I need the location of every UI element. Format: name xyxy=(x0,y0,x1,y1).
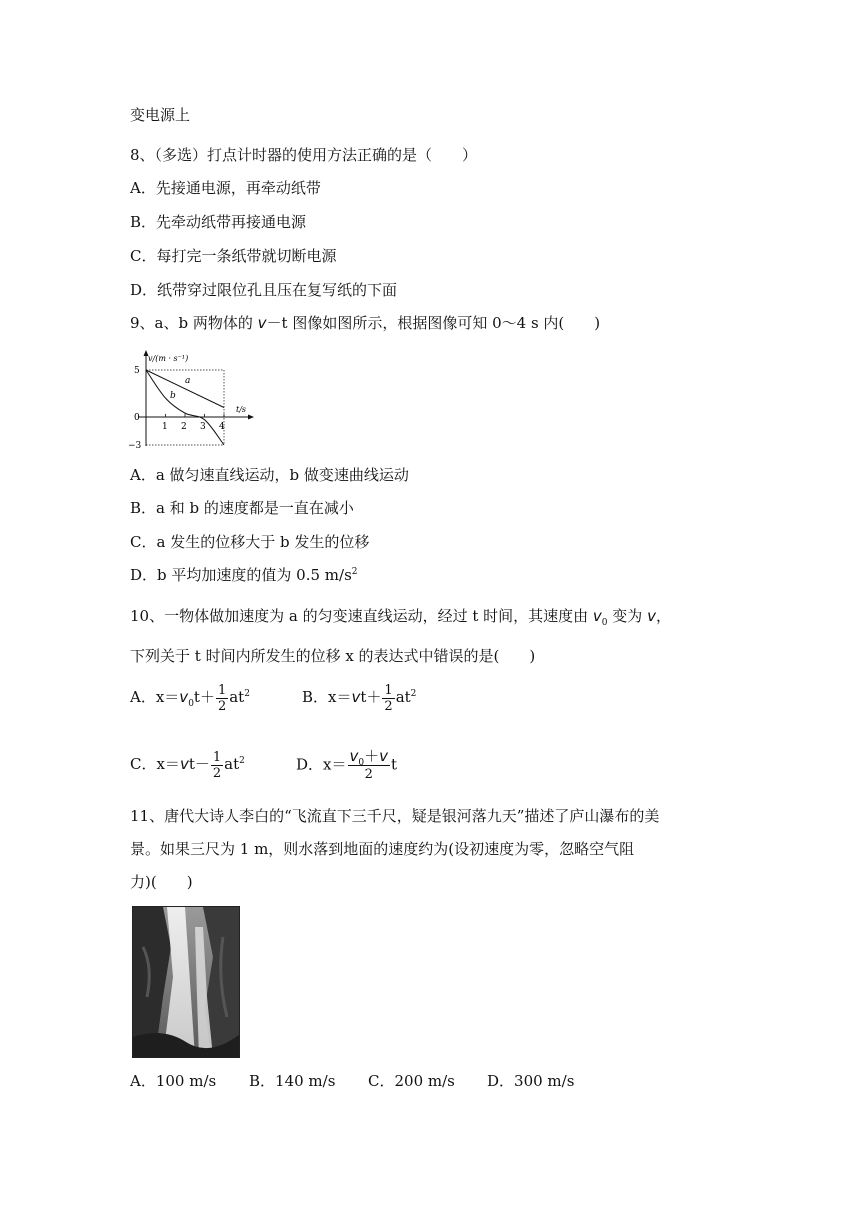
q10-b-v: v xyxy=(351,688,361,706)
vt-graph xyxy=(128,350,258,450)
x-tick-4: 4 xyxy=(219,422,225,432)
y-tick-0: 0 xyxy=(134,413,140,423)
q11-option-a: A．100 m/s xyxy=(130,1072,217,1090)
q10-b-sq: 2 xyxy=(410,689,417,699)
q10-option-b xyxy=(302,680,416,714)
continuation-text: 变电源上 xyxy=(130,106,191,124)
q8-stem: 8、（多选）打点计时器的使用方法正确的是（ ） xyxy=(130,146,478,164)
q9-option-a: A．a 做匀速直线运动，b 做变速曲线运动 xyxy=(130,466,409,484)
q10-stem-pre: 10、一物体做加速度为 a 的匀变速直线运动，经过 t 时间，其速度由 xyxy=(130,607,593,625)
q10-c-num: 1 xyxy=(212,749,222,765)
q11-stem-line1: 11、唐代大诗人李白的“飞流直下三千尺，疑是银河落九天”描述了庐山瀑布的美 xyxy=(130,807,660,825)
q11-stem-line3: 力)( ) xyxy=(130,873,193,891)
q10-option-a xyxy=(130,680,250,714)
q10-b-den: 2 xyxy=(384,698,393,714)
q10-option-d xyxy=(296,747,397,784)
q10-d-t: t xyxy=(391,755,398,774)
q10-stem-mid: 变为 xyxy=(607,607,648,625)
q9-stem xyxy=(130,313,600,333)
q10-b-fraction xyxy=(382,683,394,714)
q10-a-t: t＋ xyxy=(193,688,215,706)
q8-option-a: A．先接通电源，再牵动纸带 xyxy=(130,179,321,197)
q10-stem-line1 xyxy=(130,606,671,626)
y-axis-label: v/(m · s⁻¹) xyxy=(148,354,189,363)
q10-a-den: 2 xyxy=(217,698,227,714)
q10-a-v-sub: 0 xyxy=(188,699,194,709)
q10-c-at: at xyxy=(224,755,240,773)
q10-a-at: at xyxy=(229,688,245,706)
q10-d-v0-sub: 0 xyxy=(358,758,365,768)
q10-d-v: v xyxy=(379,747,389,765)
q9-option-b: B．a 和 b 的速度都是一直在减小 xyxy=(130,499,354,517)
q10-c-v: v xyxy=(179,755,189,773)
q10-d-num xyxy=(348,747,391,766)
q11-option-d: D．300 m/s xyxy=(487,1072,575,1090)
q10-d-den: 2 xyxy=(364,767,373,782)
q10-v0: v xyxy=(592,607,602,625)
q9-option-d xyxy=(130,565,358,585)
q10-a-label: A．x＝ xyxy=(130,688,180,706)
q8-option-d: D．纸带穿过限位孔且压在复写纸的下面 xyxy=(130,281,398,299)
q10-c-fraction xyxy=(211,750,223,781)
q9-option-c: C．a 发生的位移大于 b 发生的位移 xyxy=(130,533,370,551)
q10-b-at: at xyxy=(395,688,411,706)
x-tick-2: 2 xyxy=(181,422,187,432)
q9-stem-pre: 9、a、b 两物体的 xyxy=(130,314,258,332)
q10-option-c xyxy=(130,747,245,781)
q10-d-v0: v xyxy=(349,747,359,765)
q10-b-num: 1 xyxy=(384,682,393,698)
q10-a-sq: 2 xyxy=(244,689,250,699)
q10-v: v xyxy=(647,607,656,625)
q11-option-c: C．200 m/s xyxy=(368,1072,455,1090)
q10-d-label: D．x＝ xyxy=(296,755,347,774)
q10-d-fraction xyxy=(348,747,391,784)
series-a-label: a xyxy=(185,376,191,386)
x-tick-1: 1 xyxy=(162,422,168,432)
y-tick-5: 5 xyxy=(134,366,140,376)
q10-a-fraction xyxy=(216,683,228,714)
q8-option-c: C．每打完一条纸带就切断电源 xyxy=(130,247,337,265)
series-b-label: b xyxy=(170,391,176,401)
q9-option-d-exp: 2 xyxy=(351,567,358,577)
q9-stem-post: －t 图像如图所示，根据图像可知 0～4 s 内( ) xyxy=(266,314,601,332)
q10-a-v: v xyxy=(179,688,189,706)
q9-v-symbol: v xyxy=(257,314,267,332)
q10-stem-end: ， xyxy=(655,607,671,625)
q10-v0-sub: 0 xyxy=(601,618,608,628)
q10-b-t: t＋ xyxy=(360,688,382,706)
q10-c-den: 2 xyxy=(212,765,222,781)
waterfall-photo xyxy=(132,906,240,1058)
q9-option-d-text: D．b 平均加速度的值为 0.5 m/s xyxy=(130,566,352,584)
x-tick-3: 3 xyxy=(200,422,206,432)
axes xyxy=(138,350,254,446)
q10-c-t: t－ xyxy=(188,755,210,773)
y-tick-neg3: −3 xyxy=(128,441,142,450)
x-axis-label: t/s xyxy=(236,405,247,414)
q10-b-label: B．x＝ xyxy=(302,688,352,706)
q10-d-plus: ＋ xyxy=(364,747,380,765)
q10-c-sq: 2 xyxy=(239,756,245,766)
q8-option-b: B．先牵动纸带再接通电源 xyxy=(130,213,307,231)
q10-c-label: C．x＝ xyxy=(130,755,180,773)
q11-stem-line2: 景。如果三尺为 1 m，则水落到地面的速度约为(设初速度为零，忽略空气阻 xyxy=(130,840,635,858)
q11-option-b: B．140 m/s xyxy=(249,1072,336,1090)
q10-stem-line2: 下列关于 t 时间内所发生的位移 x 的表达式中错误的是( ) xyxy=(130,647,536,665)
q10-a-num: 1 xyxy=(217,682,227,698)
